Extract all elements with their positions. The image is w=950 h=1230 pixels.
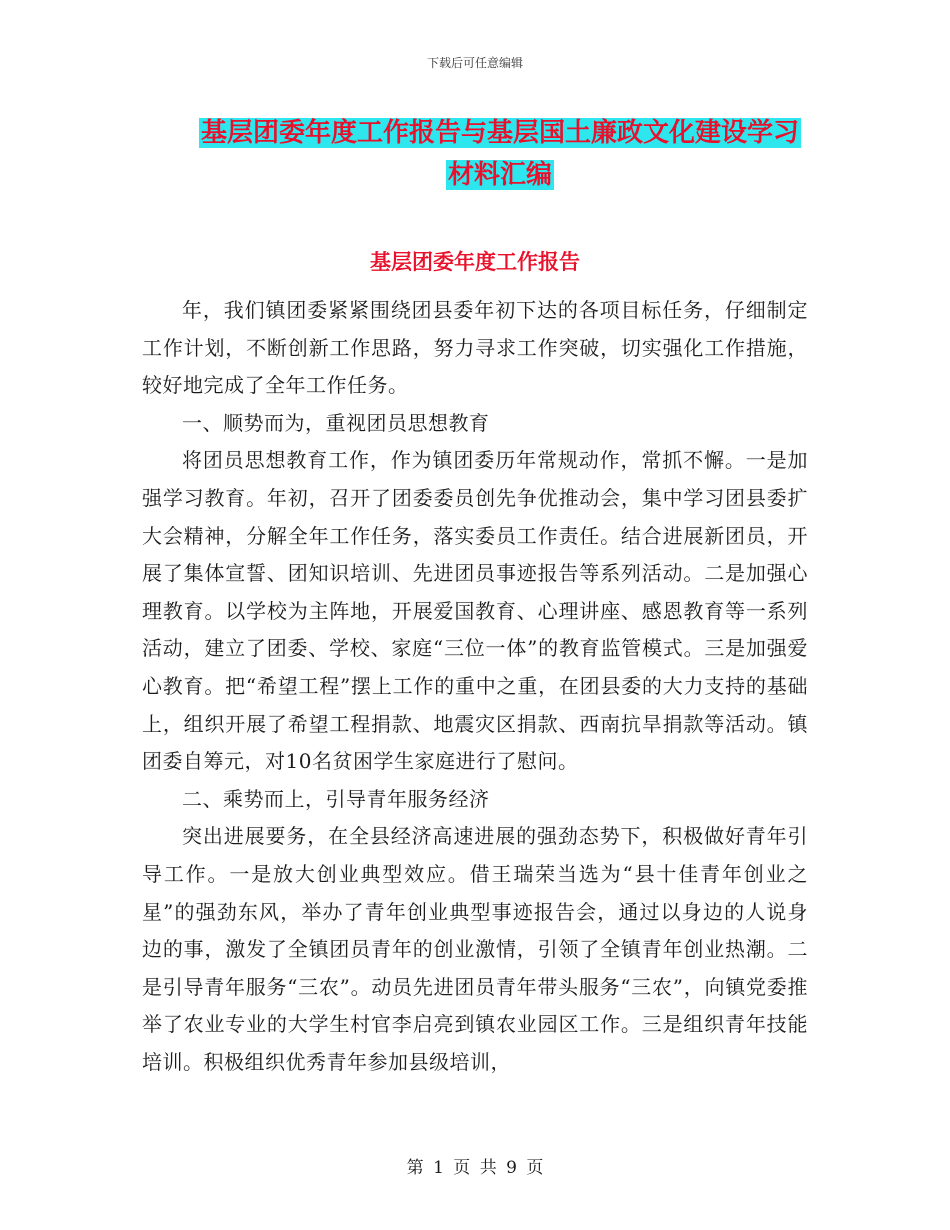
page-footer: 第 1 页 共 9 页: [406, 1158, 544, 1178]
heading-part-1: 一、顺势而为，重视团员思想教育: [182, 410, 490, 435]
section-title: 基层团委年度工作报告: [370, 250, 580, 274]
heading-part-2: 二、乘势而上，引导青年服务经济: [182, 786, 490, 811]
paragraph-part-1: 将团员思想教育工作，作为镇团委历年常规动作，常抓不懈。一是加强学习教育。年初，召开了团委委员创先争优推动会，集中学习团县委扩大会精神，分解全年工作任务，落实委员工作责任。结合进展新团员，开展了集体宣誓、团知识培训、先进团员事迹报告等系列活动。二是加强心理教育。以学校为主阵地，开展爱国教育、心理讲座、感恩教育等一系列活动，建立了团委、学校、家庭“三位一体”的教育监管模式。三是加强爱心教育。把“希望工程”摆上工作的重中之重，在团县委的大力支持的基础上，组织开展了希望工程捐款、地震灾区捐款、西南抗旱捐款等活动。镇团委自筹元，对10名贫困学生家庭进行了慰问。: [142, 448, 808, 774]
document-title-line-2: 材料汇编: [447, 160, 552, 190]
paragraph-part-2: 突出进展要务，在全县经济高速进展的强劲态势下，积极做好青年引导工作。一是放大创业典型效应。借王瑞荣当选为“县十佳青年创业之星”的强劲东风，举办了青年创业典型事迹报告会，通过以身边的人说身边的事，激发了全镇团员青年的创业激情，引领了全镇青年创业热潮。二是引导青年服务“三农”。动员先进团员青年带头服务“三农”，向镇党委推举了农业专业的大学生村官李启亮到镇农业园区工作。三是组织青年技能培训。积极组织优秀青年参加县级培训，: [142, 824, 808, 1074]
paragraph-intro: 年，我们镇团委紧紧围绕团县委年初下达的各项目标任务，仔细制定工作计划，不断创新工作思路，努力寻求工作突破，切实强化工作措施，较好地完成了全年工作任务。: [142, 298, 808, 398]
document-title-line-1: 基层团委年度工作报告与基层国土廉政文化建设学习: [200, 118, 799, 148]
document-title: [190, 112, 810, 196]
body-text: [142, 292, 808, 1081]
header-note: 下载后可任意编辑: [426, 56, 523, 70]
